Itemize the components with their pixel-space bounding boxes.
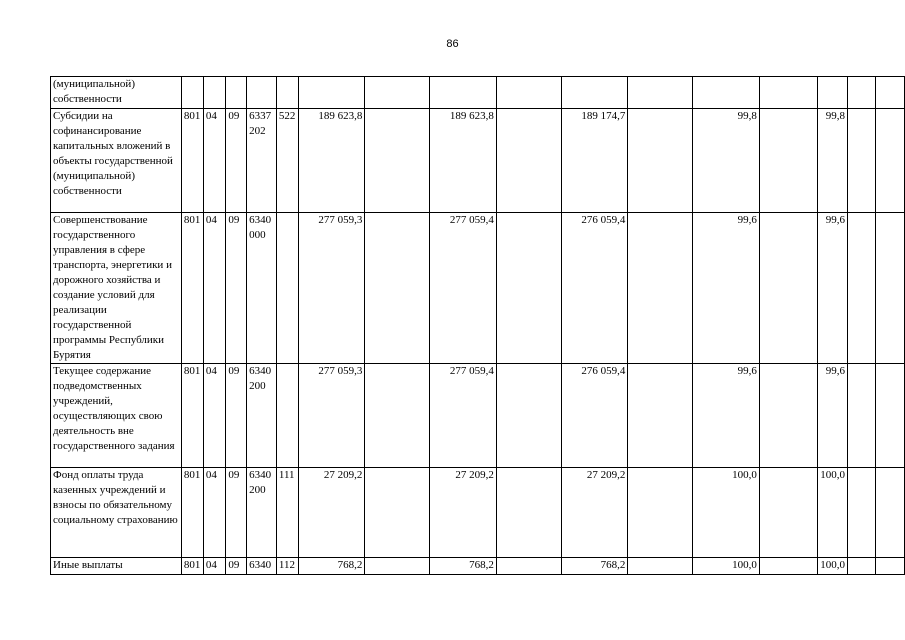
empty-cell bbox=[628, 109, 693, 213]
empty-cell bbox=[876, 77, 905, 109]
adjusted-amount-cell: 27 209,2 bbox=[430, 468, 497, 558]
row-name-cell: Иные выплаты bbox=[51, 558, 182, 575]
plan-amount-cell: 768,2 bbox=[298, 558, 365, 575]
executed-amount-cell bbox=[561, 77, 628, 109]
empty-cell bbox=[848, 468, 876, 558]
table-row bbox=[51, 364, 905, 468]
row-name-cell: (муниципальной) собственности bbox=[51, 77, 182, 109]
percent-plan-cell: 99,6 bbox=[693, 213, 760, 364]
razdel-code-cell: 04 bbox=[203, 468, 226, 558]
empty-cell bbox=[365, 468, 430, 558]
empty-cell bbox=[848, 558, 876, 575]
empty-cell bbox=[365, 77, 430, 109]
executed-amount-cell: 276 059,4 bbox=[561, 213, 628, 364]
percent-plan-cell: 100,0 bbox=[693, 468, 760, 558]
empty-cell bbox=[876, 213, 905, 364]
expense-type-cell: 112 bbox=[276, 558, 298, 575]
empty-cell bbox=[496, 213, 561, 364]
executed-amount-cell: 276 059,4 bbox=[561, 364, 628, 468]
empty-cell bbox=[759, 213, 817, 364]
table-row bbox=[51, 468, 905, 558]
empty-cell bbox=[365, 364, 430, 468]
empty-cell bbox=[759, 109, 817, 213]
percent-adjusted-cell: 99,6 bbox=[818, 213, 848, 364]
adjusted-amount-cell: 277 059,4 bbox=[430, 364, 497, 468]
table-row bbox=[51, 77, 905, 109]
ved-code-cell bbox=[181, 77, 203, 109]
plan-amount-cell: 27 209,2 bbox=[298, 468, 365, 558]
percent-adjusted-cell: 100,0 bbox=[818, 468, 848, 558]
percent-adjusted-cell: 99,8 bbox=[818, 109, 848, 213]
empty-cell bbox=[759, 468, 817, 558]
empty-cell bbox=[628, 364, 693, 468]
adjusted-amount-cell: 189 623,8 bbox=[430, 109, 497, 213]
ved-code-cell: 801 bbox=[181, 558, 203, 575]
expense-type-cell: 522 bbox=[276, 109, 298, 213]
empty-cell bbox=[628, 468, 693, 558]
row-name-cell: Субсидии на софинансирование капитальных вложений в объекты государственной (муниципальной) собственности bbox=[51, 109, 182, 213]
empty-cell bbox=[365, 558, 430, 575]
adjusted-amount-cell: 768,2 bbox=[430, 558, 497, 575]
empty-cell bbox=[848, 109, 876, 213]
expense-type-cell bbox=[276, 77, 298, 109]
empty-cell bbox=[496, 558, 561, 575]
empty-cell bbox=[365, 213, 430, 364]
executed-amount-cell: 189 174,7 bbox=[561, 109, 628, 213]
empty-cell bbox=[628, 558, 693, 575]
empty-cell bbox=[496, 77, 561, 109]
table-row bbox=[51, 558, 905, 575]
empty-cell bbox=[365, 109, 430, 213]
empty-cell bbox=[848, 213, 876, 364]
target-article-cell: 6337 202 bbox=[247, 109, 277, 213]
percent-plan-cell: 99,6 bbox=[693, 364, 760, 468]
empty-cell bbox=[496, 468, 561, 558]
plan-amount-cell: 277 059,3 bbox=[298, 364, 365, 468]
podrazdel-code-cell: 09 bbox=[226, 558, 247, 575]
ved-code-cell: 801 bbox=[181, 109, 203, 213]
plan-amount-cell: 189 623,8 bbox=[298, 109, 365, 213]
executed-amount-cell: 27 209,2 bbox=[561, 468, 628, 558]
executed-amount-cell: 768,2 bbox=[561, 558, 628, 575]
adjusted-amount-cell bbox=[430, 77, 497, 109]
empty-cell bbox=[876, 364, 905, 468]
target-article-cell bbox=[247, 77, 277, 109]
empty-cell bbox=[876, 468, 905, 558]
percent-adjusted-cell: 99,6 bbox=[818, 364, 848, 468]
empty-cell bbox=[628, 77, 693, 109]
ved-code-cell: 801 bbox=[181, 468, 203, 558]
percent-plan-cell: 99,8 bbox=[693, 109, 760, 213]
target-article-cell: 6340 000 bbox=[247, 213, 277, 364]
percent-plan-cell bbox=[693, 77, 760, 109]
empty-cell bbox=[848, 77, 876, 109]
podrazdel-code-cell: 09 bbox=[226, 213, 247, 364]
table-row bbox=[51, 213, 905, 364]
razdel-code-cell: 04 bbox=[203, 364, 226, 468]
budget-table bbox=[50, 76, 905, 575]
ved-code-cell: 801 bbox=[181, 213, 203, 364]
target-article-cell: 6340 200 bbox=[247, 364, 277, 468]
empty-cell bbox=[876, 558, 905, 575]
page-number: 86 bbox=[446, 38, 459, 50]
empty-cell bbox=[876, 109, 905, 213]
empty-cell bbox=[496, 109, 561, 213]
adjusted-amount-cell: 277 059,4 bbox=[430, 213, 497, 364]
row-name-cell: Фонд оплаты труда казенных учреждений и взносы по обязательному социальному страхованию bbox=[51, 468, 182, 558]
razdel-code-cell: 04 bbox=[203, 213, 226, 364]
row-name-cell: Текущее содержание подведомственных учреждений, осуществляющих свою деятельность вне государственного задания bbox=[51, 364, 182, 468]
percent-plan-cell: 100,0 bbox=[693, 558, 760, 575]
empty-cell bbox=[759, 77, 817, 109]
razdel-code-cell bbox=[203, 77, 226, 109]
empty-cell bbox=[496, 364, 561, 468]
podrazdel-code-cell bbox=[226, 77, 247, 109]
razdel-code-cell: 04 bbox=[203, 558, 226, 575]
podrazdel-code-cell: 09 bbox=[226, 364, 247, 468]
podrazdel-code-cell: 09 bbox=[226, 468, 247, 558]
row-name-cell: Совершенствование государственного управления в сфере транспорта, энергетики и дорожного хозяйства и создание условий для реализации государственной программы Республики Бурятия bbox=[51, 213, 182, 364]
expense-type-cell: 111 bbox=[276, 468, 298, 558]
plan-amount-cell: 277 059,3 bbox=[298, 213, 365, 364]
percent-adjusted-cell bbox=[818, 77, 848, 109]
expense-type-cell bbox=[276, 213, 298, 364]
razdel-code-cell: 04 bbox=[203, 109, 226, 213]
target-article-cell: 6340 bbox=[247, 558, 277, 575]
plan-amount-cell bbox=[298, 77, 365, 109]
podrazdel-code-cell: 09 bbox=[226, 109, 247, 213]
table-row bbox=[51, 109, 905, 213]
expense-type-cell bbox=[276, 364, 298, 468]
percent-adjusted-cell: 100,0 bbox=[818, 558, 848, 575]
empty-cell bbox=[848, 364, 876, 468]
empty-cell bbox=[759, 364, 817, 468]
target-article-cell: 6340 200 bbox=[247, 468, 277, 558]
ved-code-cell: 801 bbox=[181, 364, 203, 468]
empty-cell bbox=[628, 213, 693, 364]
empty-cell bbox=[759, 558, 817, 575]
